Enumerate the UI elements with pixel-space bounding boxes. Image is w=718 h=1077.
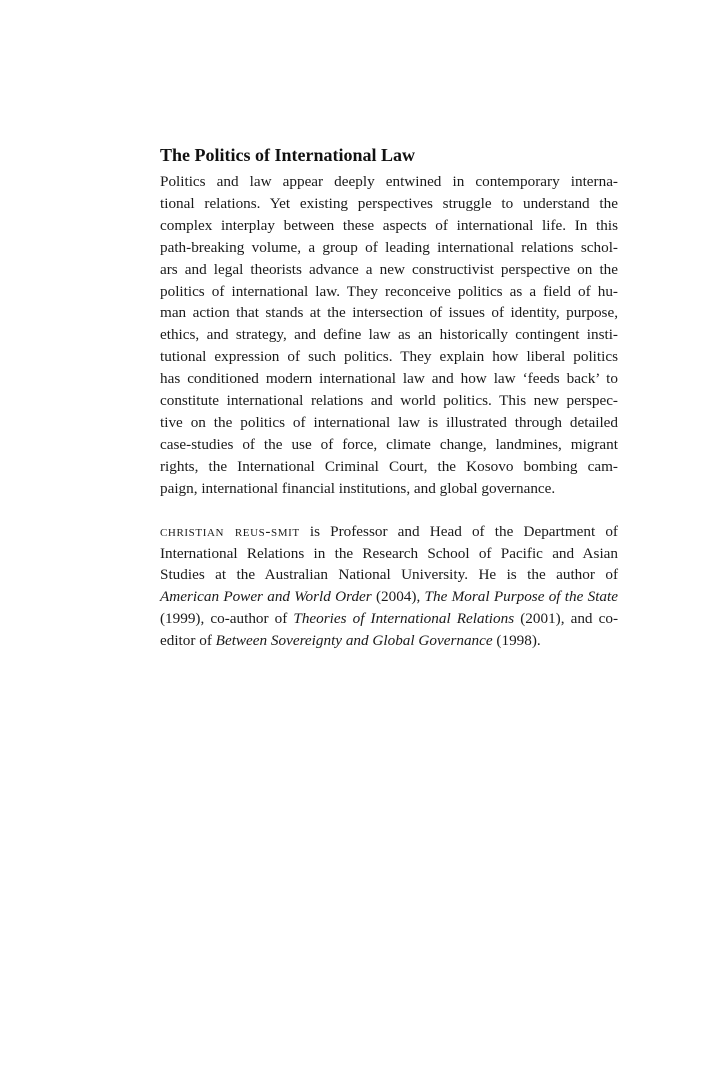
description-line: ethics, and strategy, and define law as an historically contingent insti- [160,326,618,344]
book-reference: Theories of International Relations [293,610,515,628]
bio-text: (1999), co-author of [160,610,294,628]
author-bio [160,521,618,652]
author-name: christian reus-smit [160,522,300,540]
book-reference: American Power and World Order [160,588,372,606]
bio-text: (1998). [492,632,541,650]
bio-text: (2004), [371,588,425,606]
book-reference: The Moral Purpose of the State [424,588,618,606]
bio-line [160,586,618,608]
description-line: case-studies of the use of force, climate change, landmines, migrant [160,435,618,453]
bio-line: Studies at the Australian National University. He is the author of [160,566,618,584]
book-description [160,171,618,500]
description-line: man action that stands at the intersection of issues of identity, purpose, [160,304,618,322]
description-line: rights, the International Criminal Court, the Kosovo bombing cam- [160,457,618,475]
description-line: complex interplay between these aspects of international life. In this [160,216,618,234]
book-reference: Between Sovereignty and Global Governance [215,632,493,650]
description-line: path-breaking volume, a group of leading international relations schol- [160,238,618,256]
bio-text: editor of [160,632,216,650]
bio-text: is Professor and Head of the Department of [299,522,618,540]
bio-line: International Relations in the Research School of Pacific and Asian [160,544,618,562]
description-line: tutional expression of such politics. They explain how liberal politics [160,348,618,366]
bio-text: (2001), and co- [514,610,618,628]
description-line: paign, international financial institutions, and global governance. [160,479,556,497]
page-content [160,144,618,652]
bio-line [160,630,618,652]
description-line: politics of international law. They reconceive politics as a field of hu- [160,282,618,300]
description-line: Politics and law appear deeply entwined in contemporary interna- [160,173,618,190]
description-line: has conditioned modern international law and how law ‘feeds back’ to [160,370,618,388]
description-line: constitute international relations and world politics. This new perspec- [160,392,618,410]
bio-line [160,608,618,630]
description-line: tional relations. Yet existing perspectives struggle to understand the [160,194,618,212]
description-line: tive on the politics of international law is illustrated through detailed [160,413,618,431]
book-title: The Politics of International Law [160,145,415,165]
bio-line [160,521,618,543]
description-line: ars and legal theorists advance a new constructivist perspective on the [160,260,618,278]
